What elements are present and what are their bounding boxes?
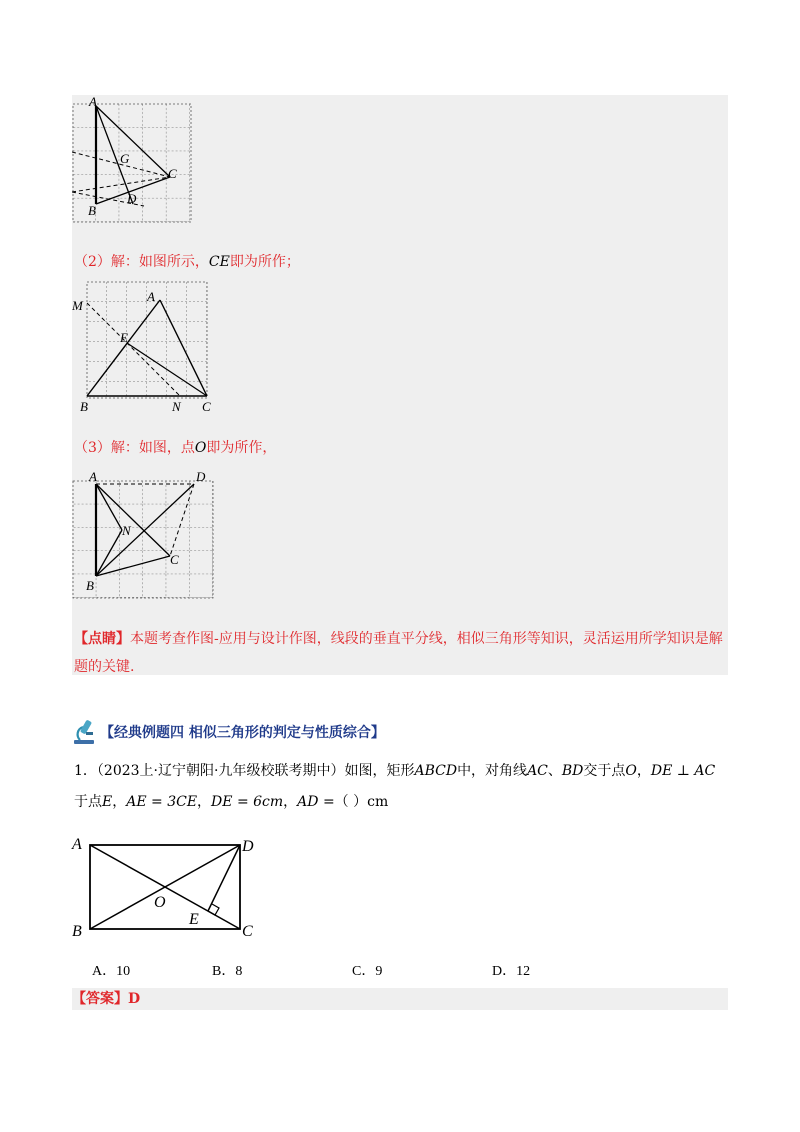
solution-figure-3 xyxy=(72,468,217,604)
problem-bd: BD xyxy=(561,763,584,779)
fig3-label-c: C xyxy=(170,552,179,567)
section-header xyxy=(72,718,385,746)
solution-figure-2 xyxy=(72,278,222,418)
problem-fig-label-o: O xyxy=(154,894,166,911)
fig1-label-c: C xyxy=(168,166,177,181)
comment-tag: 【点睛】 xyxy=(74,631,130,647)
fig1-label-g: G xyxy=(120,151,130,166)
problem-blank: （ ）cm xyxy=(334,794,389,810)
problem-text-7: ， xyxy=(197,794,212,810)
problem-e: E xyxy=(102,794,113,810)
fig3-label-n: N xyxy=(122,523,131,538)
step2-math: CE xyxy=(208,254,230,270)
answer-value: D xyxy=(128,991,141,1007)
problem-figure xyxy=(68,832,268,942)
option-d-label: D．12 xyxy=(492,964,531,979)
problem-cond-1: AE = 3CE xyxy=(126,794,198,810)
problem-text-4: ， xyxy=(636,763,651,779)
problem-o: O xyxy=(625,763,637,779)
step3-prefix: （3）解：如图，点 xyxy=(74,440,195,456)
problem-fig-label-d: D xyxy=(242,838,254,855)
solution-step-2 xyxy=(74,252,300,272)
option-b-label: B．8 xyxy=(212,964,243,979)
problem-text-1: 中，对角线 xyxy=(457,763,528,779)
problem-perp: DE ⊥ AC xyxy=(650,763,716,779)
problem-line-1 xyxy=(74,761,715,781)
problem-text-5: 于点 xyxy=(74,794,102,810)
option-d[interactable] xyxy=(492,960,530,980)
solution-comment xyxy=(74,625,724,681)
problem-text-2: 、 xyxy=(547,763,562,779)
problem-fig-label-e: E xyxy=(189,911,199,928)
problem-fig-label-b: B xyxy=(72,923,82,940)
answer-bar xyxy=(72,988,728,1010)
problem-text-6: ， xyxy=(112,794,127,810)
fig1-label-b: B xyxy=(88,203,96,218)
option-c[interactable] xyxy=(352,960,382,980)
section-title: 【经典例题四 相似三角形的判定与性质综合】 xyxy=(100,725,385,741)
option-c-label: C．9 xyxy=(352,964,383,979)
fig2-label-m: M xyxy=(72,298,83,313)
step3-math: O xyxy=(194,440,207,456)
problem-line-2 xyxy=(74,792,388,812)
problem-source: （2023上·辽宁朝阳·九年级校联考期中）如图，矩形 xyxy=(96,763,415,779)
problem-ask: AD = xyxy=(297,794,335,810)
problem-cond-2: DE = 6cm xyxy=(211,794,284,810)
option-a-label: A．10 xyxy=(92,964,131,979)
problem-fig-label-a: A xyxy=(72,836,82,853)
step3-suffix: 即为所作， xyxy=(206,440,277,456)
fig2-label-n: N xyxy=(172,399,181,414)
fig2-label-c: C xyxy=(202,399,211,414)
fig1-label-a: A xyxy=(89,96,97,109)
fig2-label-a: A xyxy=(147,289,155,304)
step2-suffix: 即为所作； xyxy=(229,254,300,270)
problem-text-8: ， xyxy=(283,794,298,810)
fig2-label-e: E xyxy=(120,330,128,345)
problem-number: 1． xyxy=(74,763,97,779)
solution-figure-1 xyxy=(72,96,202,228)
problem-text-3: 交于点 xyxy=(583,763,626,779)
fig1-label-d: D xyxy=(127,191,137,206)
problem-ac: AC xyxy=(527,763,548,779)
fig3-label-a: A xyxy=(89,469,97,484)
fig3-label-b: B xyxy=(86,578,94,593)
problem-fig-label-c: C xyxy=(242,923,253,940)
fig3-label-d: D xyxy=(196,469,206,484)
solution-step-3 xyxy=(74,438,276,458)
option-b[interactable] xyxy=(212,960,242,980)
problem-rect: ABCD xyxy=(414,763,458,779)
fig2-label-b: B xyxy=(80,399,88,414)
microscope-icon xyxy=(72,718,98,746)
comment-text: 本题考查作图-应用与设计作图，线段的垂直平分线，相似三角形等知识，灵活运用所学知识是解题的关键. xyxy=(74,631,723,675)
option-a[interactable] xyxy=(92,960,130,980)
answer-tag: 【答案】 xyxy=(72,991,128,1007)
step2-prefix: （2）解：如图所示， xyxy=(74,254,209,270)
